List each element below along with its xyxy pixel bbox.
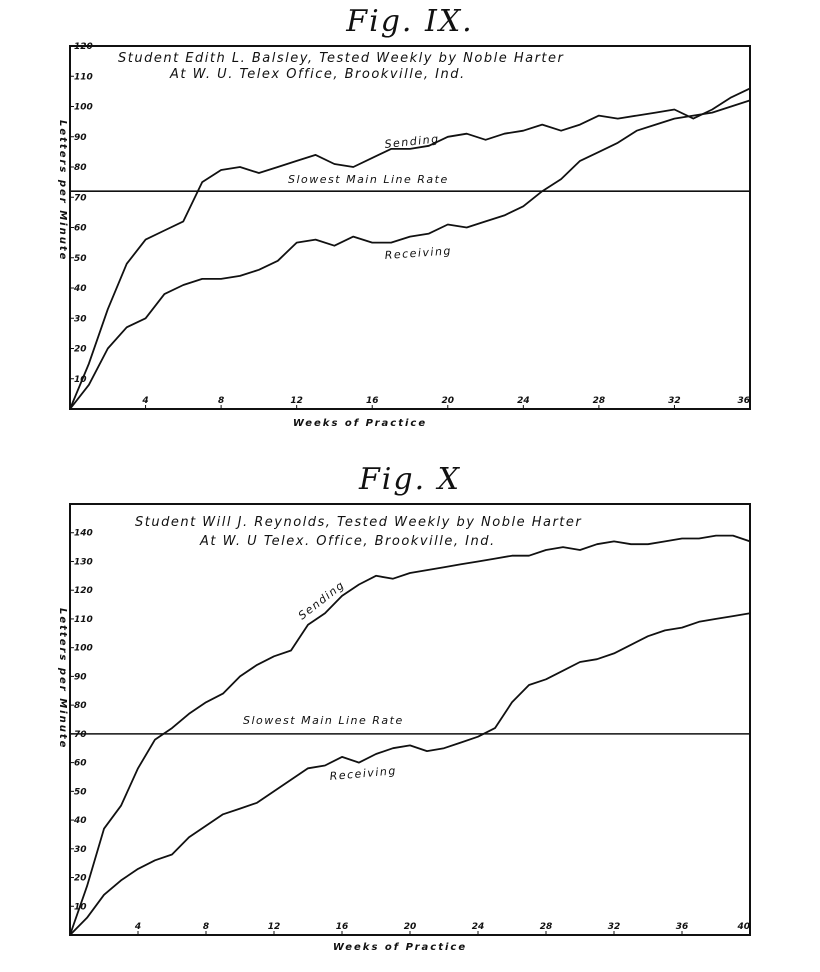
y-tick-label: 130 <box>74 557 93 568</box>
x-tick-label: 36 <box>675 922 689 932</box>
series-label-receiving: Receiving <box>329 764 398 783</box>
x-tick-label: 4 <box>142 396 149 406</box>
x-tick-label: 12 <box>290 396 303 406</box>
x-tick-label: 28 <box>592 396 606 406</box>
x-tick-label: 32 <box>668 396 681 406</box>
figure-x-chart <box>0 498 820 958</box>
x-tick-label: 32 <box>607 922 621 932</box>
chart-subtitle-line2: At W. U. Telex Office, Brookville, Ind. <box>170 67 466 82</box>
figure-x-title: Fig. X <box>358 462 462 497</box>
chart-subtitle-line1: Student Edith L. Balsley, Tested Weekly by Noble Harter <box>118 51 565 66</box>
figure-ix-chart <box>0 40 820 430</box>
y-tick-label: 110 <box>74 614 93 625</box>
x-axis-label: Weeks of Practice <box>292 418 428 429</box>
series-label-sending: Sending <box>383 132 441 151</box>
y-tick-label: 120 <box>74 586 93 597</box>
x-axis-label: Weeks of Practice <box>332 942 468 953</box>
y-tick-label: 70 <box>74 729 87 740</box>
y-tick-label: 90 <box>74 672 87 683</box>
y-tick-label: 90 <box>74 132 87 143</box>
y-tick-label: 50 <box>74 253 87 264</box>
x-tick-label: 20 <box>403 922 417 932</box>
y-tick-label: 40 <box>74 284 87 294</box>
x-tick-label: 4 <box>134 922 142 932</box>
x-tick-label: 8 <box>202 922 210 932</box>
y-axis-label: Letters per Minute <box>57 608 68 750</box>
y-tick-label: 70 <box>74 193 87 204</box>
reference-line-label: Slowest Main Line Rate <box>243 714 404 727</box>
y-tick-label: 100 <box>74 102 93 113</box>
y-tick-label: 80 <box>74 163 87 173</box>
y-tick-label: 110 <box>74 72 93 83</box>
x-tick-label: 8 <box>217 396 225 406</box>
x-tick-label: 12 <box>267 922 281 932</box>
x-tick-label: 36 <box>737 396 750 406</box>
series-label-receiving: Receiving <box>384 244 453 262</box>
x-tick-label: 28 <box>539 922 553 932</box>
y-tick-label: 50 <box>74 787 87 798</box>
y-tick-label: 60 <box>74 758 87 769</box>
reference-line-label: Slowest Main Line Rate <box>288 173 449 186</box>
y-tick-label: 80 <box>74 701 87 712</box>
figure-ix-title: Fig. IX. <box>346 4 474 39</box>
x-tick-label: 24 <box>517 396 530 406</box>
chart-subtitle-line1: Student Will J. Reynolds, Tested Weekly by Noble Harter <box>135 515 583 530</box>
y-tick-label: 10 <box>74 374 87 385</box>
x-tick-label: 40 <box>737 922 750 932</box>
series-label-sending: Sending <box>295 578 348 623</box>
y-tick-label: 100 <box>74 643 93 654</box>
plot-frame <box>70 504 750 935</box>
y-tick-label: 120 <box>74 42 93 52</box>
y-axis-label: Letters per Minute <box>57 120 68 262</box>
x-tick-label: 16 <box>365 396 379 406</box>
y-tick-label: 30 <box>74 314 87 325</box>
x-tick-label: 16 <box>335 922 349 932</box>
y-tick-label: 40 <box>74 816 87 827</box>
y-tick-label: 20 <box>74 344 87 355</box>
x-tick-label: 20 <box>441 396 455 406</box>
y-tick-label: 30 <box>74 844 87 855</box>
y-tick-label: 60 <box>74 223 87 234</box>
series-line-receiving <box>70 613 750 935</box>
y-tick-label: 140 <box>74 528 93 539</box>
series-line-sending <box>70 536 750 935</box>
x-tick-label: 24 <box>471 922 485 932</box>
chart-subtitle-line2: At W. U Telex. Office, Brookville, Ind. <box>200 534 496 549</box>
y-tick-label: 20 <box>74 873 87 884</box>
y-tick-label: 10 <box>74 902 87 913</box>
